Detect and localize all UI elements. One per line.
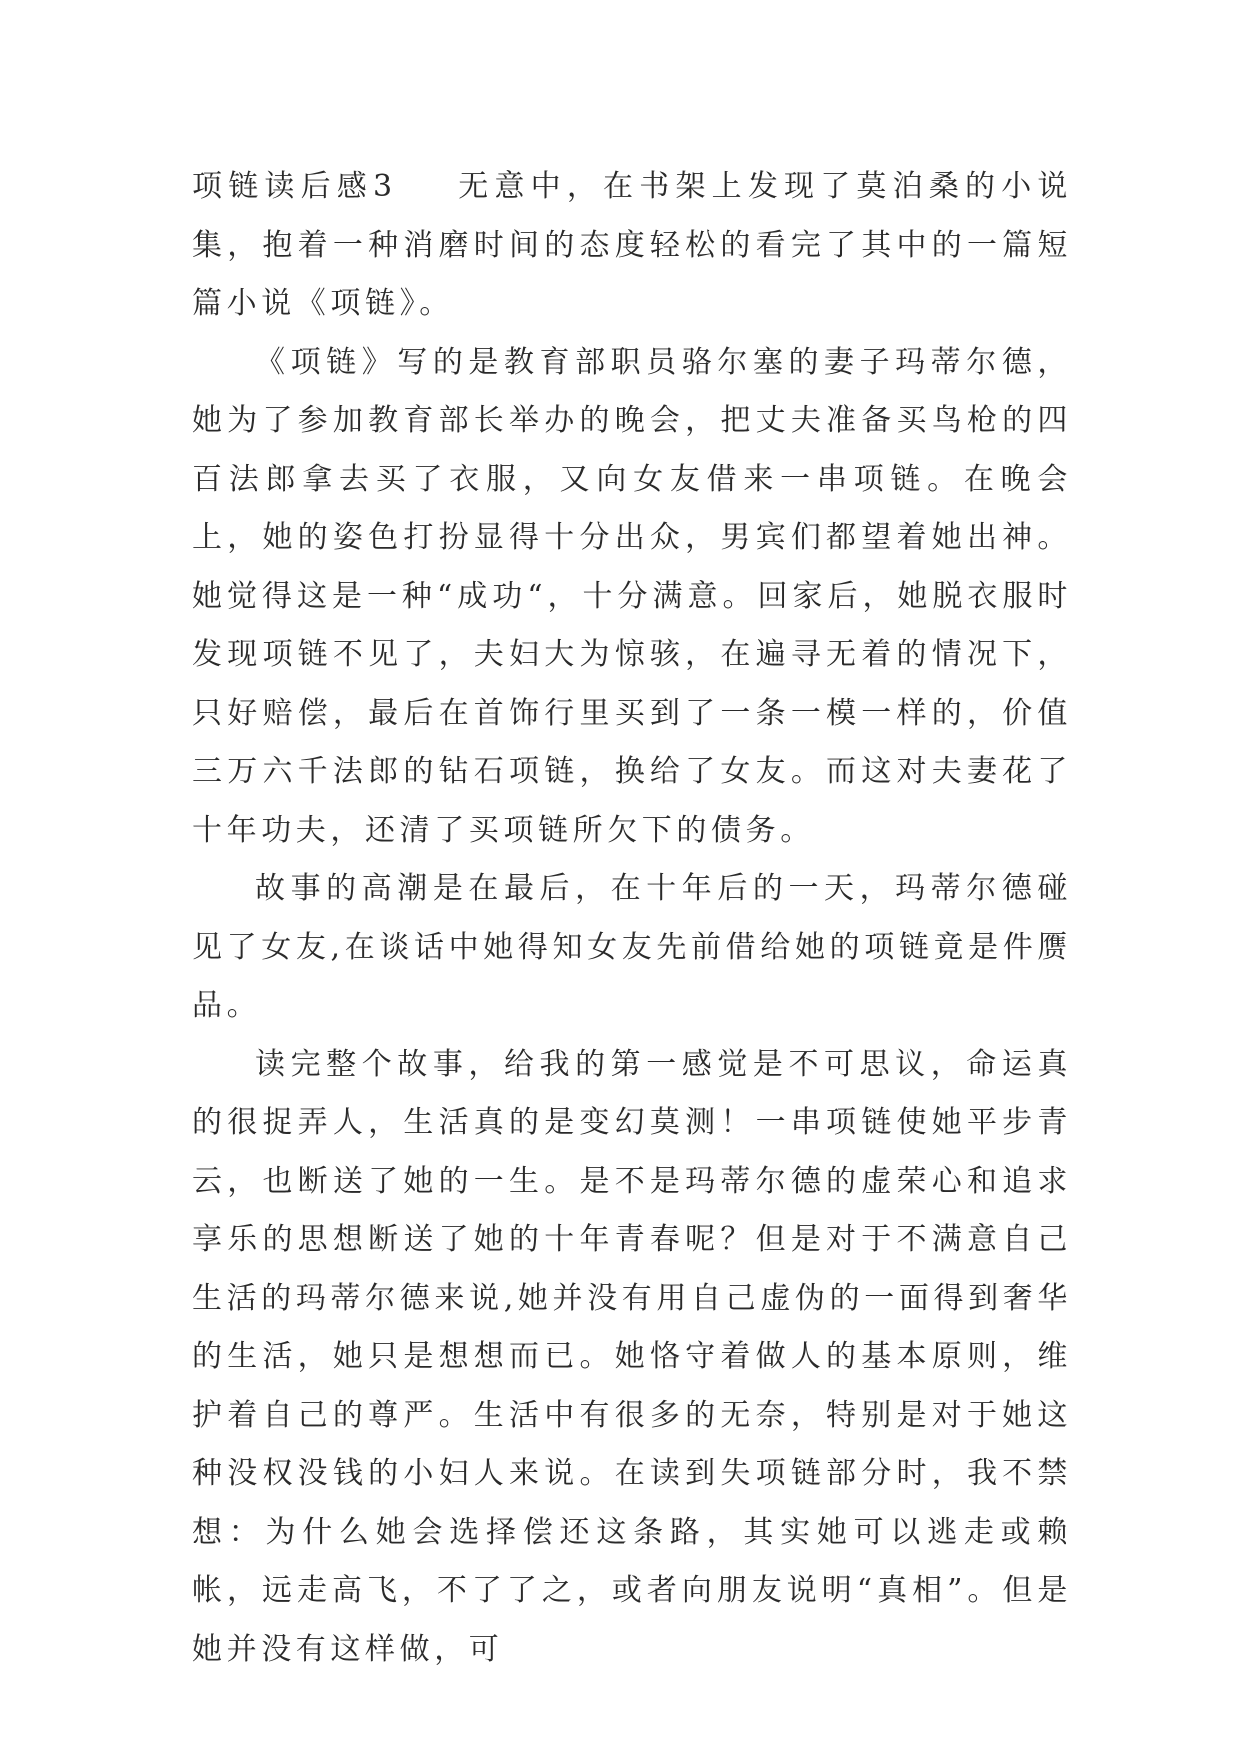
document-title: 项链读后感3: [192, 169, 397, 204]
paragraph-2: 《项链》写的是教育部职员骆尔塞的妻子玛蒂尔德，她为了参加教育部长举办的晚会，把丈夫准备买鸟枪的四百法郎拿去买了衣服，又向女友借来一串项链。在晚会上，她的姿色打扮显得十分出众，男宾们都望着她出神。她觉得这是一种“成功“，十分满意。回家后，她脱衣服时发现项链不见了，夫妇大为惊骇，在遍寻无着的情况下，只好赔偿，最后在首饰行里买到了一条一模一样的，价值三万六千法郎的钻石项链，换给了女友。而这对夫妻花了十年功夫，还清了买项链所欠下的债务。: [192, 344, 1072, 848]
paragraph-4: 读完整个故事，给我的第一感觉是不可思议，命运真的很捉弄人，生活真的是变幻莫测！一串项链使她平步青云，也断送了她的一生。是不是玛蒂尔德的虚荣心和追求享乐的思想断送了她的十年青春呢？但是对于不满意自己生活的玛蒂尔德来说,她并没有用自己虚伪的一面得到奢华的生活，她只是想想而已。她恪守着做人的基本原则，维护着自己的尊严。生活中有很多的无奈，特别是对于她这种没权没钱的小妇人来说。在读到失项链部分时，我不禁想：为什么她会选择偿还这条路，其实她可以逃走或赖帐，远走高飞，不了了之，或者向朋友说明“真相”。但是她并没有这样做，可: [192, 1046, 1072, 1667]
paragraph-3: 故事的高潮是在最后，在十年后的一天，玛蒂尔德碰见了女友,在谈话中她得知女友先前借给她的项链竟是件赝品。: [192, 871, 1072, 1023]
first-paragraph: [192, 158, 1072, 334]
paragraph-1-text: 无意中，在书架上发现了莫泊桑的小说集，抱着一种消磨时间的态度轻松的看完了其中的一篇短篇小说《项链》。: [192, 169, 1073, 321]
document-body: [192, 158, 1072, 1679]
